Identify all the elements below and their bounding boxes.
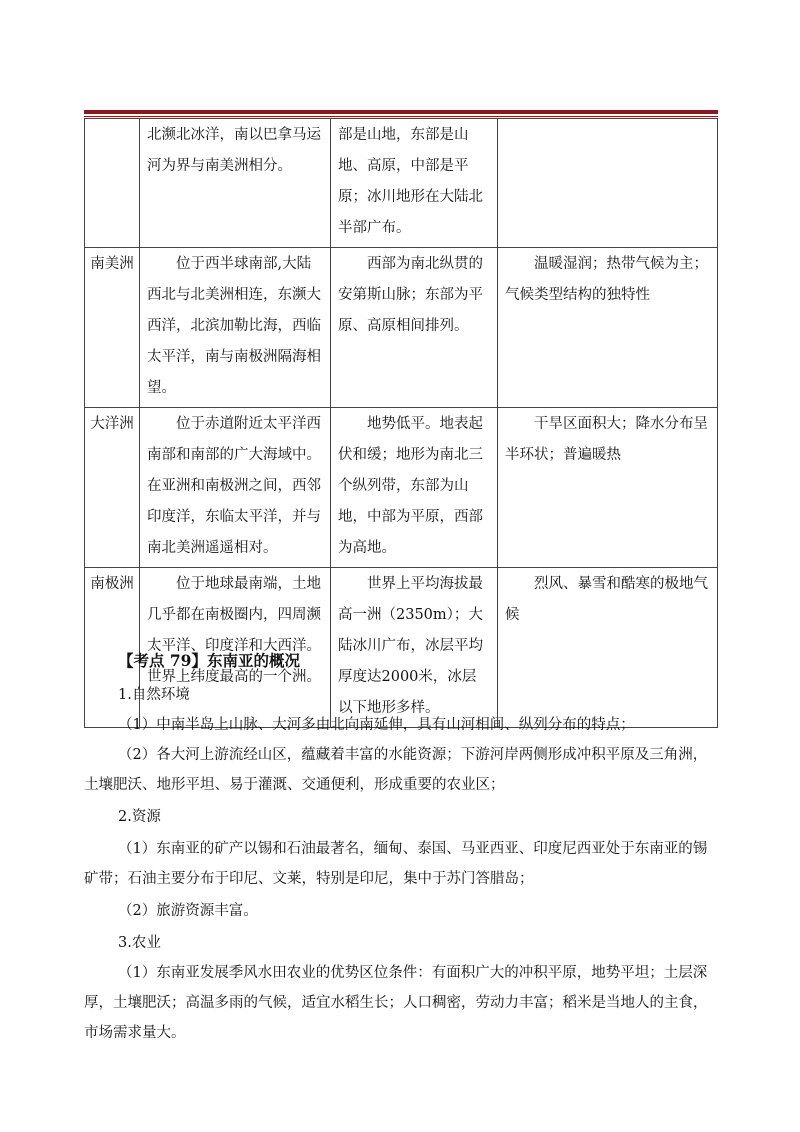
terrain-cell: 世界上平均海拔最高一洲（2350m）；大陆冰川广布，冰层平均厚度达2000米，冰层以下地形多样。 bbox=[331, 568, 498, 728]
climate-cell: 烈风、暴雪和酷寒的极地气候 bbox=[498, 568, 718, 728]
paragraph: （1）东南亚的矿产以锡和石油最著名，缅甸、泰国、马亚西亚、印度尼西亚处于东南亚的锡矿带；石油主要分布于印尼、文莱，特别是印尼，集中于苏门答腊岛； bbox=[84, 841, 708, 887]
location-cell: 北濒北冰洋，南以巴拿马运河为界与南美洲相分。 bbox=[140, 119, 331, 248]
subheading-resources: 2.资源 bbox=[118, 809, 161, 825]
paragraph: （1）中南半岛上山脉、大河多由北向南延伸，具有山河相间、纵列分布的特点； bbox=[118, 717, 635, 733]
location-cell: 位于地球最南端，土地几乎都在南极圈内，四周濒太平洋、印度洋和大西洋。世界上纬度最高的一个洲。 bbox=[140, 568, 331, 728]
location-cell: 位于西半球南部,大陆西北与北美洲相连，东濒大西洋，北滨加勒比海，西临太平洋，南与南极洲隔海相望。 bbox=[140, 248, 331, 408]
paragraph: （2）旅游资源丰富。 bbox=[118, 903, 258, 919]
table-row bbox=[85, 408, 718, 568]
paragraph: （1）东南亚发展季风水田农业的优势区位条件：有面积广大的冲积平原，地势平坦；土层深厚，土壤肥沃；高温多雨的气候，适宜水稻生长；人口稠密，劳动力丰富；稻米是当地人的主食，市场需求量大。 bbox=[84, 965, 708, 1041]
terrain-cell: 部是山地，东部是山地、高原，中部是平原；冰川地形在大陆北半部广布。 bbox=[331, 119, 498, 248]
table-row bbox=[85, 248, 718, 408]
section-heading: 【考点 79】东南亚的概况 bbox=[118, 651, 300, 670]
terrain-cell: 地势低平。地表起伏和缓；地形为南北三个纵列带，东部为山地，中部为平原，西部为高地。 bbox=[331, 408, 498, 568]
climate-cell bbox=[498, 119, 718, 248]
continent-cell bbox=[85, 119, 140, 248]
continent-cell: 南美洲 bbox=[85, 248, 140, 408]
continent-cell: 大洋洲 bbox=[85, 408, 140, 568]
subheading-natural: 1.自然环境 bbox=[118, 687, 190, 703]
subheading-agriculture: 3.农业 bbox=[118, 935, 161, 951]
header-rule-thin bbox=[84, 116, 718, 117]
terrain-cell: 西部为南北纵贯的安第斯山脉；东部为平原、高原相间排列。 bbox=[331, 248, 498, 408]
table-row bbox=[85, 119, 718, 248]
header-rule bbox=[84, 110, 718, 114]
location-cell: 位于赤道附近太平洋西南部和南部的广大海域中。在亚洲和南极洲之间，西邻印度洋，东临太平洋，并与南北美洲遥遥相对。 bbox=[140, 408, 331, 568]
paragraph: （2）各大河上游流经山区，蕴藏着丰富的水能资源；下游河岸两侧形成冲积平原及三角洲，土壤肥沃、地形平坦、易于灌溉、交通便利，形成重要的农业区； bbox=[84, 747, 708, 793]
climate-cell: 干旱区面积大；降水分布呈半环状；普遍暖热 bbox=[498, 408, 718, 568]
continent-cell: 南极洲 bbox=[85, 568, 140, 728]
climate-cell: 温暖湿润；热带气候为主；气候类型结构的独特性 bbox=[498, 248, 718, 408]
continent-table bbox=[84, 118, 718, 728]
